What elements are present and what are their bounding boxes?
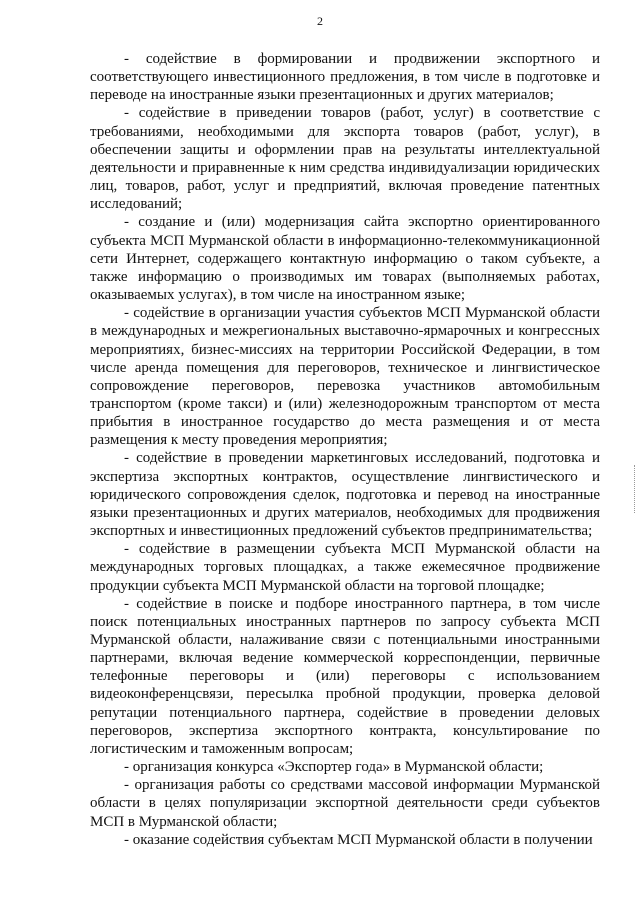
paragraph-mass-media: - организация работы со средствами массовой информации Мурманской области в целях популяризации экспортной деятельности среди субъектов МСП в Мурманской области; xyxy=(90,777,600,830)
scan-edge-mark xyxy=(634,465,638,513)
paragraph-exporter-contest: - организация конкурса «Экспортер года» в Мурманской области; xyxy=(124,759,544,776)
paragraph-exhibitions: - содействие в организации участия субъектов МСП Мурманской области в международных и межрегиональных выставочно-ярмарочных и конгрессных мероприятиях, бизнес-миссиях на территории Российской Федерации, в том числе аренда помещения для переговоров, техническое и лингвистическое сопровождение переговоров, перевозка участников автомобильным транспортом (кроме такси) и (или) железнодорожным транспортом от места прибытия в иностранное государство до места размещения и от места размещения к месту проведения мероприятия; xyxy=(90,305,600,449)
paragraph-export-offer: - содействие в формировании и продвижении экспортного и соответствующего инвестиционного предложения, в том числе в подготовке и переводе на иностранные языки презентационных и других материалов; xyxy=(90,51,600,104)
paragraph-website: - создание и (или) модернизация сайта экспортно ориентированного субъекта МСП Мурманской области в информационно-телекоммуникационной сети Интернет, содержащего контактную информацию о таком субъекте, а также информацию о производимых им товарах (выполняемых работах, оказываемых услугах), в том числе на иностранном языке; xyxy=(90,214,600,304)
paragraph-marketing-research: - содействие в проведении маркетинговых исследований, подготовка и экспертиза экспортных контрактов, осуществление лингвистического и юридического сопровождения сделок, подготовка и перевод на иностранные языки презентационных и других материалов, необходимых для продвижения экспортных и инвестиционных предложений субъектов предпринимательства; xyxy=(90,450,600,540)
page-number: 2 xyxy=(317,14,323,28)
paragraph-assistance: - оказание содействия субъектам МСП Мурманской области в получении xyxy=(124,831,593,848)
paragraph-trading-platforms: - содействие в размещении субъекта МСП Мурманской области на международных торговых площадках, а также ежемесячное продвижение продукции субъекта МСП Мурманской области на торговой площадке; xyxy=(90,541,600,594)
paragraph-partner-search: - содействие в поиске и подборе иностранного партнера, в том числе поиск потенциальных иностранных партнеров по запросу субъекта МСП Мурманской области, налаживание связи с потенциальными иностранными партнерами, включая ведение коммерческой корреспонденции, первичные телефонные переговоры и (или) переговоры с использованием видеоконференцсвязи, пересылка пробной продукции, проверка деловой репутации потенциального партнера, содействие в проведении деловых переговоров, экспертиза экспортного контракта, консультирование по логистическим и таможенным вопросам; xyxy=(90,595,600,757)
paragraph-goods-compliance: - содействие в приведении товаров (работ, услуг) в соответствие с требованиями, необходимыми для экспорта товаров (работ, услуг), в обеспечении защиты и оформлении прав на результаты интеллектуальной деятельности и приравненные к ним средства индивидуализации юридических лиц, товаров, работ, услуг и предприятий, включая проведение патентных исследований; xyxy=(90,105,600,213)
document-body xyxy=(90,50,600,849)
